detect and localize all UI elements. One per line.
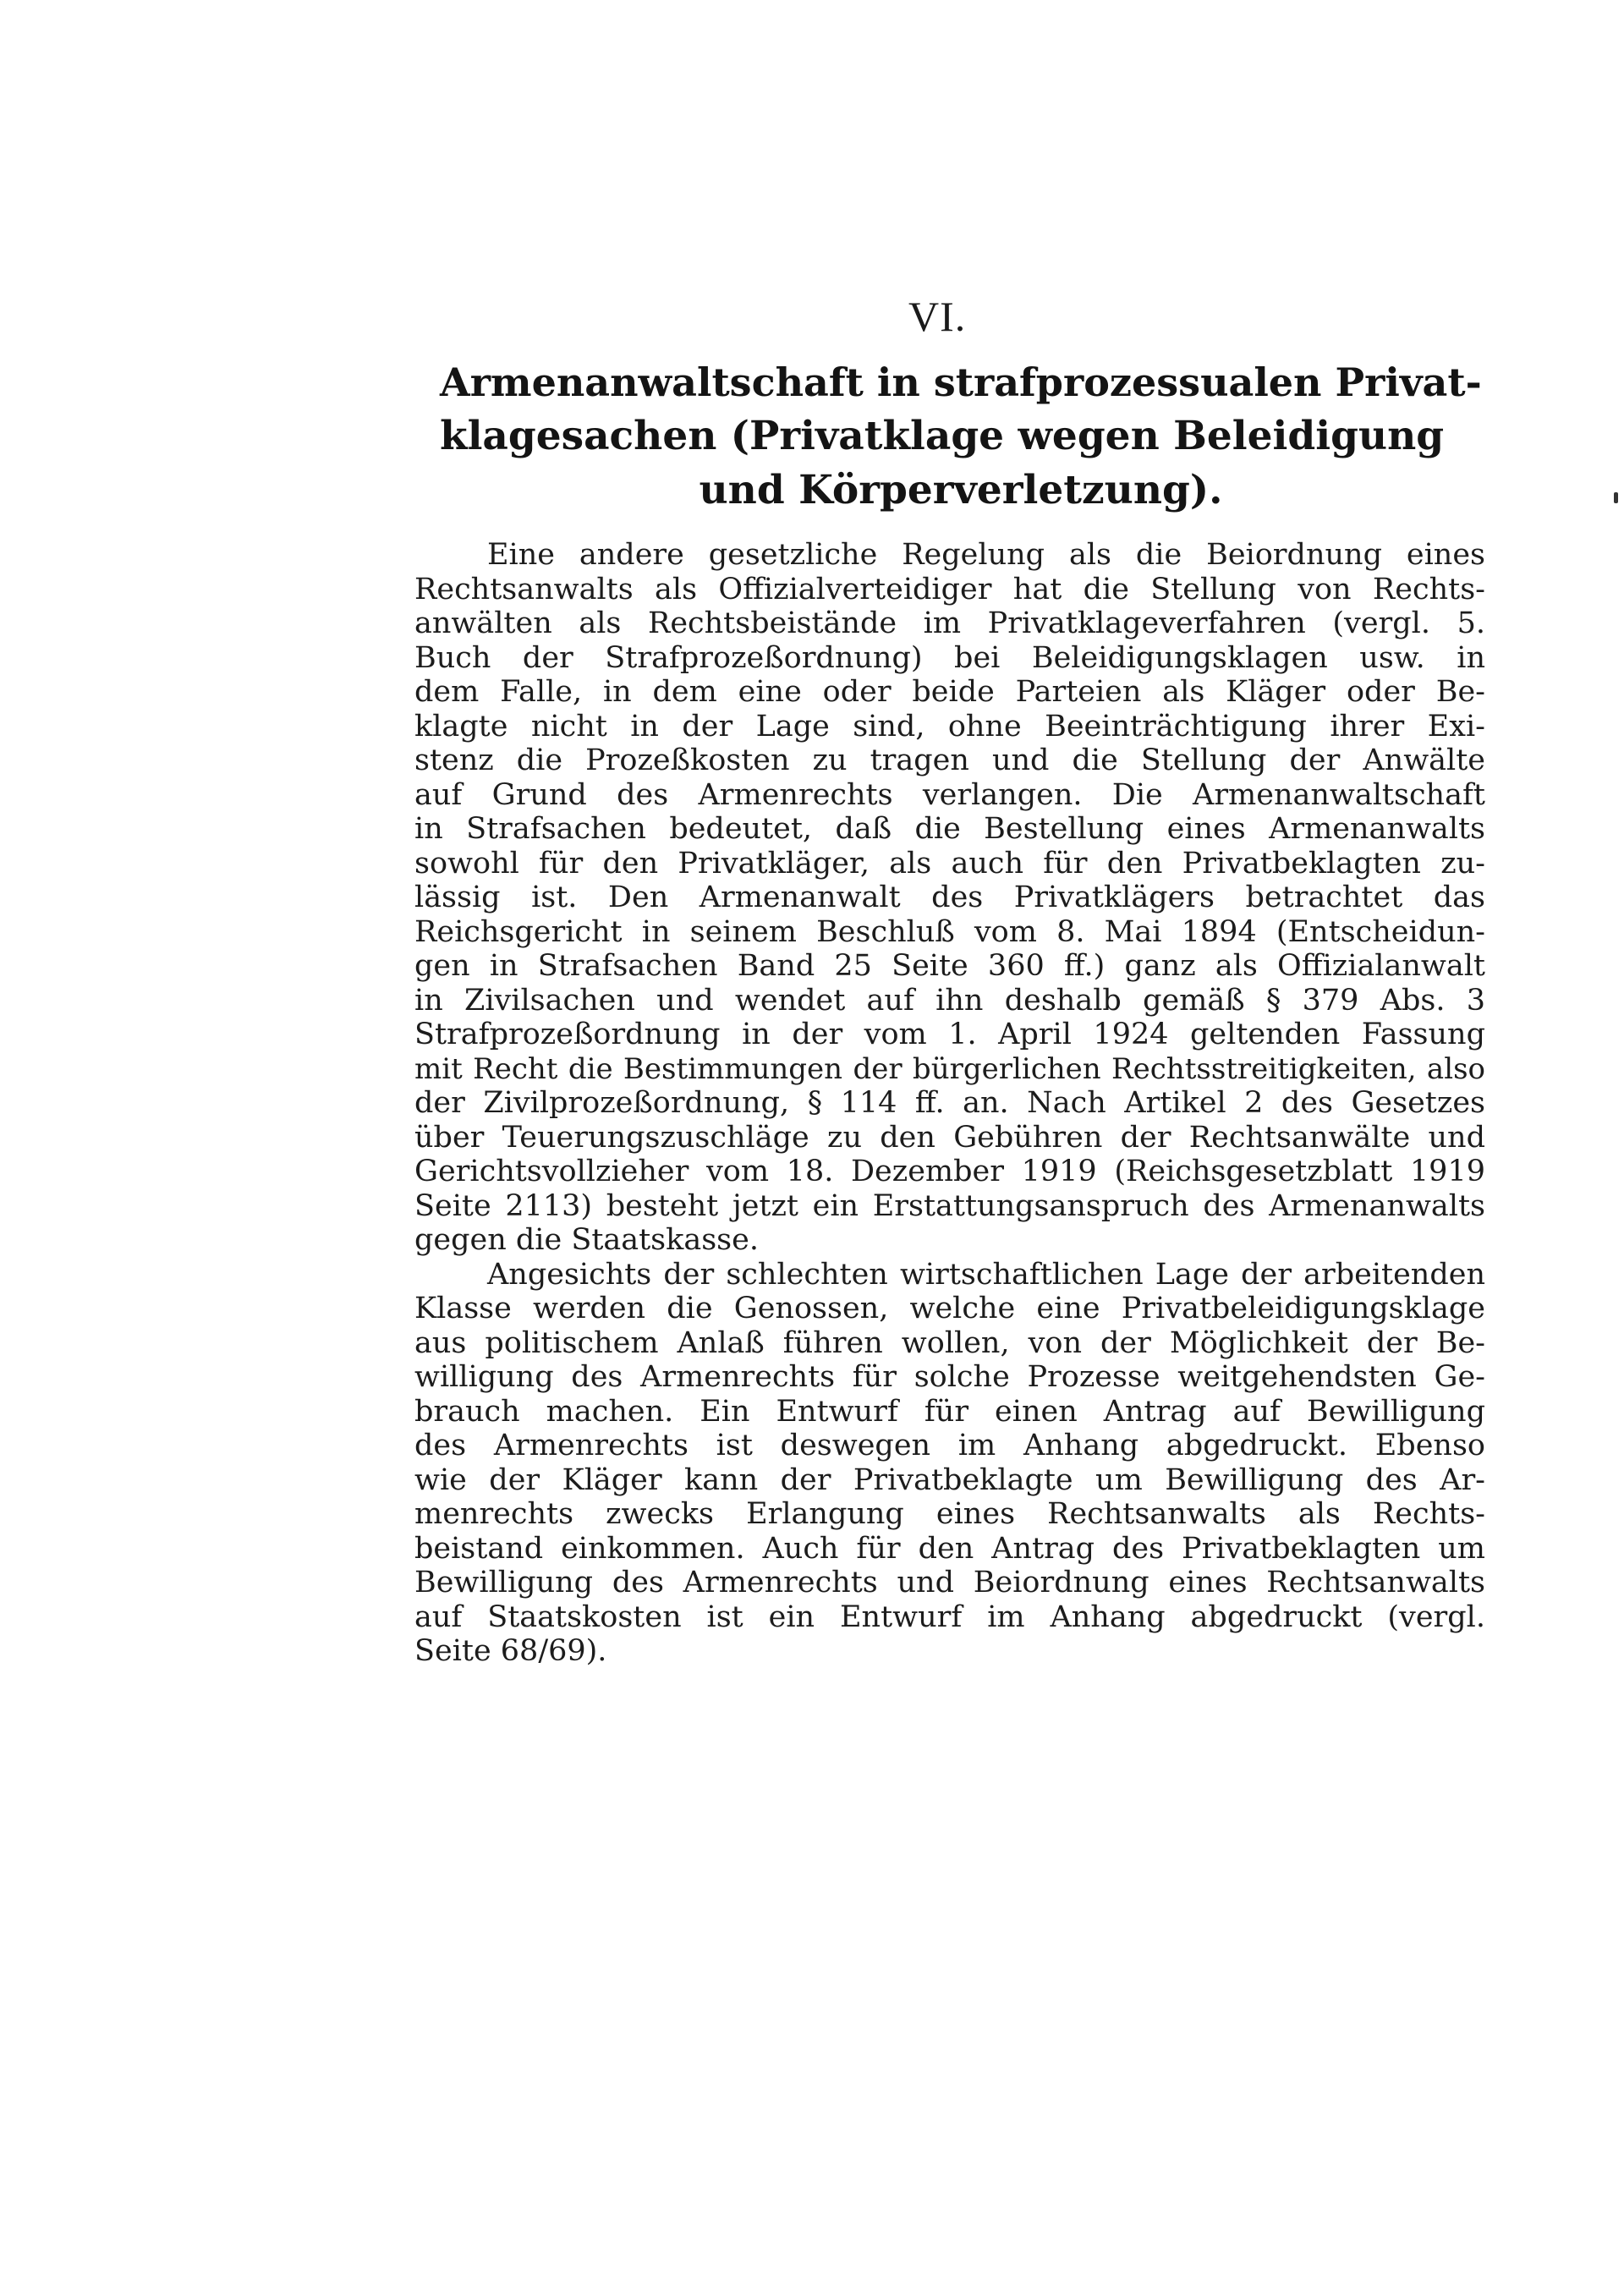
text-line: wie der Kläger kann der Privatbeklagte um Bewilligung des Ar- (414, 1462, 1485, 1497)
text-line: dem Falle, in dem eine oder beide Parteien als Kläger oder Be- (414, 675, 1485, 709)
chapter-title (440, 355, 1482, 518)
text-line: Rechtsanwalts als Offizialverteidiger hat die Stellung von Rechts- (414, 572, 1485, 606)
text-line: Klasse werden die Genossen, welche eine Privatbeleidigungsklage (414, 1292, 1485, 1325)
paragraph-application-advice (414, 1258, 1485, 1669)
scan-edge-mark (1614, 492, 1618, 503)
text-line: Seite 68/69). (414, 1634, 607, 1668)
text-line: gegen die Staatskasse. (414, 1223, 759, 1257)
text-line: stenz die Prozeßkosten zu tragen und die Stellung der Anwälte (414, 743, 1485, 777)
text-line: auf Staatskosten ist ein Entwurf im Anhang abgedruckt (vergl. (414, 1599, 1485, 1634)
text-line: über Teuerungszuschläge zu den Gebühren der Rechtsanwälte und (414, 1120, 1485, 1155)
text-line: mit Recht die Bestimmungen der bürgerlichen Rechtsstreitigkeiten, also (414, 1051, 1485, 1086)
text-line: Angesichts der schlechten wirtschaftlichen Lage der arbeitenden (487, 1257, 1485, 1292)
chapter-title-line: Armenanwaltschaft in strafprozessualen Privat- (440, 359, 1482, 405)
text-line: des Armenrechts ist deswegen im Anhang abgedruckt. Ebenso (414, 1429, 1485, 1462)
text-line: sowohl für den Privatkläger, als auch für den Privatbeklagten zu- (414, 846, 1485, 881)
text-line: Strafprozeßordnung in der vom 1. April 1924 geltenden Fassung (414, 1018, 1485, 1051)
body-text (414, 538, 1485, 1669)
text-line: willigung des Armenrechts für solche Prozesse weitgehendsten Ge- (414, 1360, 1485, 1394)
text-line: anwälten als Rechtsbeistände im Privatklageverfahren (vergl. 5. (414, 606, 1485, 640)
text-line: lässig ist. Den Armenanwalt des Privatklägers betrachtet das (414, 881, 1485, 914)
chapter-number: VI. (908, 293, 967, 340)
text-line: in Zivilsachen und wendet auf ihn deshalb gemäß § 379 Abs. 3 (414, 983, 1485, 1018)
text-line: in Strafsachen bedeutet, daß die Bestellung eines Armenanwalts (414, 812, 1485, 846)
chapter-title-line: und Körperverletzung). (699, 467, 1223, 513)
text-line: Reichsgericht in seinem Beschluß vom 8. Mai 1894 (Entscheidun- (414, 914, 1485, 949)
text-line: gen in Strafsachen Band 25 Seite 360 ff.) ganz als Offizialanwalt (414, 949, 1485, 983)
chapter-title-line: klagesachen (Privatklage wegen Beleidigung (440, 413, 1445, 459)
text-line: menrechts zwecks Erlangung eines Rechtsanwalts als Rechts- (414, 1497, 1485, 1531)
paragraph-legal-regulation (414, 538, 1485, 1258)
text-line: Eine andere gesetzliche Regelung als die Beiordnung eines (487, 538, 1485, 572)
text-line: Gerichtsvollzieher vom 18. Dezember 1919 (Reichsgesetzblatt 1919 (414, 1155, 1485, 1188)
text-line: aus politischem Anlaß führen wollen, von der Möglichkeit der Be- (414, 1325, 1485, 1360)
text-line: beistand einkommen. Auch für den Antrag des Privatbeklagten um (414, 1531, 1485, 1566)
text-line: brauch machen. Ein Entwurf für einen Antrag auf Bewilligung (414, 1394, 1485, 1429)
text-line: Bewilligung des Armenrechts und Beiordnung eines Rechtsanwalts (414, 1566, 1485, 1599)
text-line: Buch der Strafprozeßordnung) bei Beleidigungsklagen usw. in (414, 640, 1485, 675)
text-line: Seite 2113) besteht jetzt ein Erstattungsanspruch des Armenanwalts (414, 1188, 1485, 1223)
text-line: klagte nicht in der Lage sind, ohne Beeinträchtigung ihrer Exi- (414, 709, 1485, 743)
text-line: der Zivilprozeßordnung, § 114 ff. an. Nach Artikel 2 des Gesetzes (414, 1086, 1485, 1120)
text-line: auf Grund des Armenrechts verlangen. Die Armenanwaltschaft (414, 777, 1485, 812)
